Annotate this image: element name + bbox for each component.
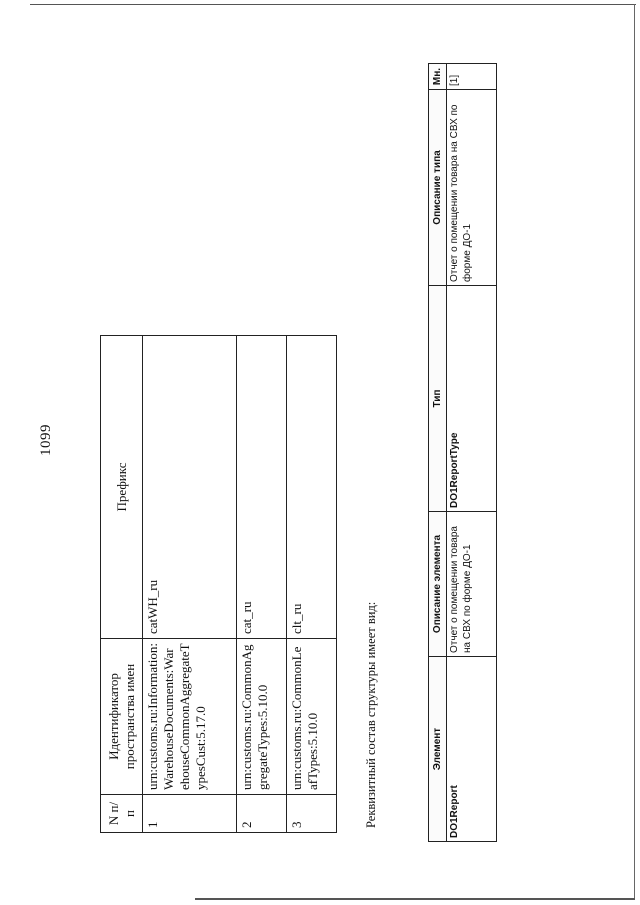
header-multiplicity: Мн. (429, 64, 447, 90)
top-border-line (30, 4, 636, 5)
multiplicity: [1] (447, 64, 497, 90)
namespace-prefix: clt_ru (287, 336, 337, 639)
namespace-uri: urn:customs.ru:CommonAggregateTypes:5.10.0 (237, 639, 287, 795)
header-n: N п/п (101, 795, 143, 833)
type-description: Отчет о помещении товара на СВХ по форме ДО-1 (447, 90, 497, 286)
row-number: 2 (237, 795, 287, 833)
namespace-uri: urn:customs.ru:CommonLeafTypes:5.10.0 (287, 639, 337, 795)
namespace-header-row (101, 336, 143, 833)
structure-intro-text: Реквизитный состав структуры имеет вид: (364, 601, 378, 828)
header-element-desc: Описание элемента (429, 512, 447, 657)
element-table (428, 63, 497, 842)
header-element: Элемент (429, 657, 447, 842)
header-namespace-id: Идентификатор пространства имен (101, 639, 143, 795)
namespace-table-wrapper (100, 335, 337, 833)
element-table-wrapper (428, 63, 497, 842)
row-number: 1 (143, 795, 237, 833)
table-row (143, 336, 237, 833)
element-type: DO1ReportType (447, 286, 497, 512)
bottom-border-line (195, 898, 635, 900)
table-row (447, 64, 497, 842)
header-prefix: Префикс (101, 336, 143, 639)
element-name: DO1Report (447, 657, 497, 842)
header-type: Тип (429, 286, 447, 512)
namespace-uri: urn:customs.ru:Information:WarehouseDocuments:WarehouseCommonAggregateTypesCust:5.17.0 (143, 639, 237, 795)
element-header-row (429, 64, 447, 842)
right-border-line (634, 4, 635, 900)
namespace-prefix: catWH_ru (143, 336, 237, 639)
namespace-prefix: cat_ru (237, 336, 287, 639)
row-number: 3 (287, 795, 337, 833)
page-number: 1099 (38, 424, 54, 456)
table-row (237, 336, 287, 833)
header-type-desc: Описание типа (429, 90, 447, 286)
element-description: Отчет о помещении товара на СВХ по форме ДО-1 (447, 512, 497, 657)
namespace-table (100, 335, 337, 833)
table-row (287, 336, 337, 833)
